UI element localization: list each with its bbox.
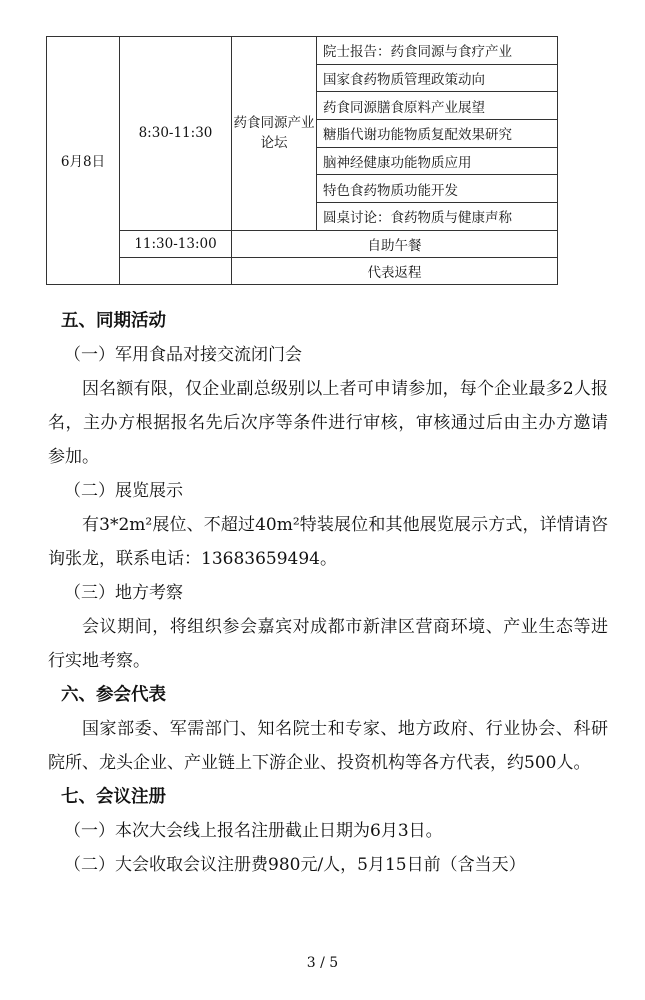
time-slot-morning: 8:30-11:30 xyxy=(120,37,232,231)
section-heading-delegates: 六、参会代表 xyxy=(61,685,166,705)
return-cell: 代表返程 xyxy=(232,257,558,284)
topic-item: 药食同源膳食原料产业展望 xyxy=(317,92,558,120)
schedule-table xyxy=(46,36,558,285)
paragraph-site-visit: 会议期间，将组织参会嘉宾对成都市新津区营商环境、产业生态等进行实地考察。 xyxy=(48,617,608,671)
topic-item: 国家食药物质管理政策动向 xyxy=(317,64,558,92)
lunch-cell: 自助午餐 xyxy=(232,230,558,257)
registration-item-fee: （二）大会收取会议注册费980元/人，5月15日前（含当天） xyxy=(64,855,526,875)
section-heading-activities: 五、同期活动 xyxy=(61,311,166,331)
date-cell: 6月8日 xyxy=(47,37,120,285)
topic-item: 脑神经健康功能物质应用 xyxy=(317,147,558,175)
topic-item: 特色食药物质功能开发 xyxy=(317,175,558,203)
time-slot-lunch: 11:30-13:00 xyxy=(120,230,232,257)
paragraph-exhibition: 有3*2m²展位、不超过40m²特装展位和其他展览展示方式，详情请咨询张龙，联系电话：13683659494。 xyxy=(48,515,608,569)
empty-cell xyxy=(120,257,232,284)
forum-name: 药食同源产业论坛 xyxy=(232,37,317,231)
subheading-military-food: （一）军用食品对接交流闭门会 xyxy=(64,345,302,365)
subheading-site-visit: （三）地方考察 xyxy=(64,583,183,603)
paragraph-military-food: 因名额有限，仅企业副总级别以上者可申请参加，每个企业最多2人报名，主办方根据报名先后次序等条件进行审核，审核通过后由主办方邀请参加。 xyxy=(48,379,608,467)
document-body xyxy=(48,304,608,882)
topic-item: 院士报告：药食同源与食疗产业 xyxy=(317,37,558,65)
section-heading-registration: 七、会议注册 xyxy=(61,787,166,807)
registration-item-deadline: （一）本次大会线上报名注册截止日期为6月3日。 xyxy=(64,821,443,841)
subheading-exhibition: （二）展览展示 xyxy=(64,481,183,501)
paragraph-delegates: 国家部委、军需部门、知名院士和专家、地方政府、行业协会、科研院所、龙头企业、产业链上下游企业、投资机构等各方代表，约500人。 xyxy=(48,719,608,773)
topic-item: 糖脂代谢功能物质复配效果研究 xyxy=(317,120,558,148)
topic-item: 圆桌讨论：食药物质与健康声称 xyxy=(317,203,558,231)
page-number: 3 / 5 xyxy=(306,955,339,971)
